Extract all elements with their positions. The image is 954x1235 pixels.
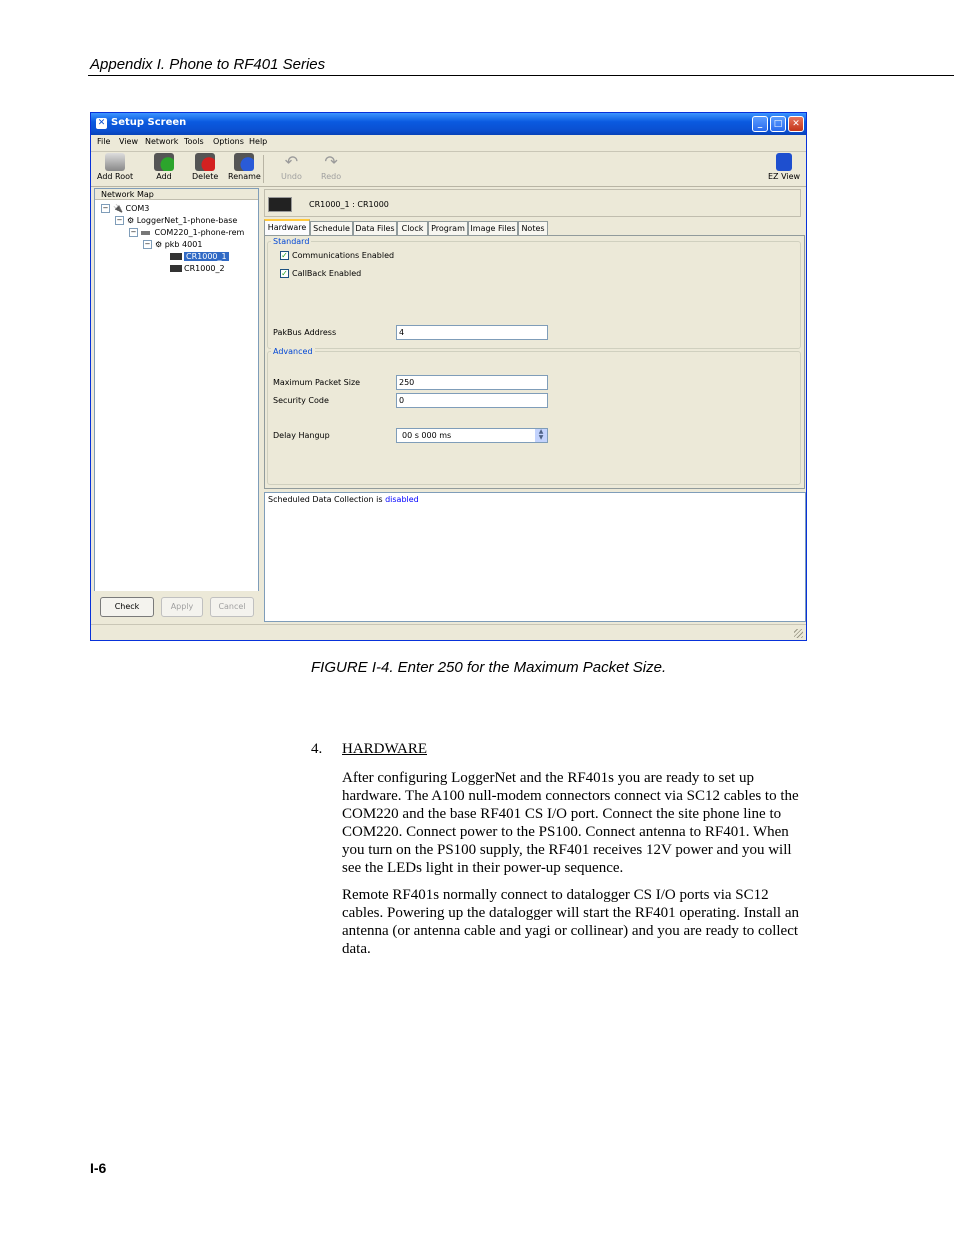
tree-item-com220[interactable]: − COM220_1-phone-rem: [130, 228, 245, 237]
tree-item-cr1000-1[interactable]: CR1000_1: [170, 252, 229, 261]
collapse-icon[interactable]: −: [116, 216, 123, 224]
port-icon: 🔌: [113, 204, 123, 213]
close-button[interactable]: ✕: [788, 116, 804, 132]
check-button[interactable]: Check: [100, 597, 154, 617]
delete-button[interactable]: Delete: [192, 153, 218, 181]
communications-enabled-label: Communications Enabled: [292, 251, 395, 260]
add-root-icon: [105, 153, 125, 171]
undo-icon: ↶: [284, 152, 299, 171]
page-header: Appendix I. Phone to RF401 Series: [90, 56, 326, 73]
advanced-group: [267, 351, 801, 485]
tab-data-files[interactable]: Data Files: [353, 221, 397, 235]
network-map-panel: [94, 188, 259, 620]
rename-icon: [234, 153, 254, 171]
pakbus-address-input[interactable]: 4: [396, 325, 548, 340]
menu-bar: [91, 135, 806, 152]
undo-button[interactable]: ↶ Undo: [281, 152, 302, 181]
advanced-group-label: Advanced: [273, 347, 313, 356]
redo-button[interactable]: ↷ Redo: [321, 152, 342, 181]
tab-clock[interactable]: Clock: [397, 221, 428, 235]
datalogger-icon: [268, 197, 292, 212]
menu-options[interactable]: Options: [213, 137, 244, 146]
delete-icon: [195, 153, 215, 171]
toolbar-separator: [263, 155, 264, 183]
pakbus-icon: ⚙: [155, 240, 163, 249]
tree-item-com3[interactable]: − 🔌 COM3: [102, 204, 150, 213]
title-bar[interactable]: [91, 113, 806, 135]
setup-screen-window: [90, 112, 807, 641]
standard-group-label: Standard: [273, 237, 310, 246]
tree-item-loggernet-base[interactable]: − ⚙ LoggerNet_1-phone-base: [116, 216, 238, 225]
header-rule: [88, 75, 954, 76]
schedule-status-message: Scheduled Data Collection is disabled: [268, 495, 419, 504]
page-footer: I-6: [90, 1160, 107, 1176]
figure-caption: FIGURE I-4. Enter 250 for the Maximum Packet Size.: [311, 659, 667, 676]
add-icon: [154, 153, 174, 171]
modem-icon: [141, 231, 150, 235]
message-log: [264, 492, 806, 622]
add-root-button[interactable]: Add Root: [97, 153, 133, 181]
max-packet-size-input[interactable]: 250: [396, 375, 548, 390]
communications-enabled-checkbox[interactable]: ✓: [281, 251, 288, 260]
window-title: Setup Screen: [111, 117, 187, 128]
base-icon: ⚙: [127, 216, 135, 225]
resize-grip-icon[interactable]: [794, 629, 803, 638]
section-number: 4.: [311, 741, 323, 757]
ez-view-icon: [776, 153, 792, 171]
collapse-icon[interactable]: −: [102, 204, 109, 212]
datalogger-icon: [170, 265, 182, 272]
security-code-label: Security Code: [273, 396, 329, 405]
apply-button[interactable]: Apply: [161, 597, 203, 617]
toolbar: [91, 151, 806, 187]
collapse-icon[interactable]: −: [130, 228, 137, 236]
callback-enabled-label: CallBack Enabled: [292, 269, 362, 278]
menu-tools[interactable]: Tools: [184, 137, 204, 146]
callback-enabled-checkbox[interactable]: ✓: [281, 269, 288, 278]
delay-hangup-label: Delay Hangup: [273, 431, 330, 440]
menu-help[interactable]: Help: [249, 137, 268, 146]
app-icon: ✕: [97, 118, 106, 128]
tree-item-cr1000-2[interactable]: CR1000_2: [170, 264, 225, 273]
device-header: [264, 189, 801, 217]
status-bar: [91, 624, 806, 641]
tab-program[interactable]: Program: [428, 221, 468, 235]
maximize-button[interactable]: □: [770, 116, 786, 132]
menu-network[interactable]: Network: [145, 137, 179, 146]
tab-notes[interactable]: Notes: [518, 221, 548, 235]
collapse-icon[interactable]: −: [144, 240, 151, 248]
menu-file[interactable]: File: [97, 137, 111, 146]
redo-icon: ↷: [324, 152, 338, 171]
tab-hardware[interactable]: Hardware: [264, 219, 310, 236]
add-button[interactable]: Add: [154, 153, 174, 181]
paragraph-2: Remote RF401s normally connect to datalogger CS I/O ports via SC12 cables. Powering up the datalogger will start the RF401 operating. Install an antenna (or antenna cable and yagi or collinear) and you are ready to collect data.: [342, 887, 799, 957]
tree-item-pkb[interactable]: − ⚙ pkb 4001: [144, 240, 203, 249]
security-code-input[interactable]: 0: [396, 393, 548, 408]
max-packet-size-label: Maximum Packet Size: [273, 378, 361, 387]
section-title: HARDWARE: [342, 741, 427, 757]
device-name: CR1000_1 : CR1000: [309, 200, 389, 209]
network-map-header: Network Map: [95, 189, 258, 200]
schedule-status-value: disabled: [385, 495, 419, 504]
tab-schedule[interactable]: Schedule: [310, 221, 353, 235]
paragraph-1: After configuring LoggerNet and the RF401s you are ready to set up hardware. The A100 null-modem connectors connect via SC12 cables to the COM220 and the base RF401 CS I/O port. Connect the site phone line to COM220. Connect power to the PS100. Connect antenna to RF401. When you turn on the PS100 supply, the RF401 receives 12V power and you will see the LEDs light in their power-up sequence.: [342, 770, 799, 876]
menu-view[interactable]: View: [119, 137, 138, 146]
tab-image-files[interactable]: Image Files: [468, 221, 518, 235]
rename-button[interactable]: Rename: [228, 153, 261, 181]
datalogger-icon: [170, 253, 182, 260]
ez-view-button[interactable]: EZ View: [768, 153, 800, 181]
delay-hangup-input[interactable]: 00 s 000 ms ▲ ▼: [396, 428, 548, 443]
cancel-button[interactable]: Cancel: [210, 597, 254, 617]
spinner-icon[interactable]: ▲ ▼: [535, 429, 547, 442]
minimize-button[interactable]: _: [752, 116, 768, 132]
pakbus-address-label: PakBus Address: [273, 328, 337, 337]
